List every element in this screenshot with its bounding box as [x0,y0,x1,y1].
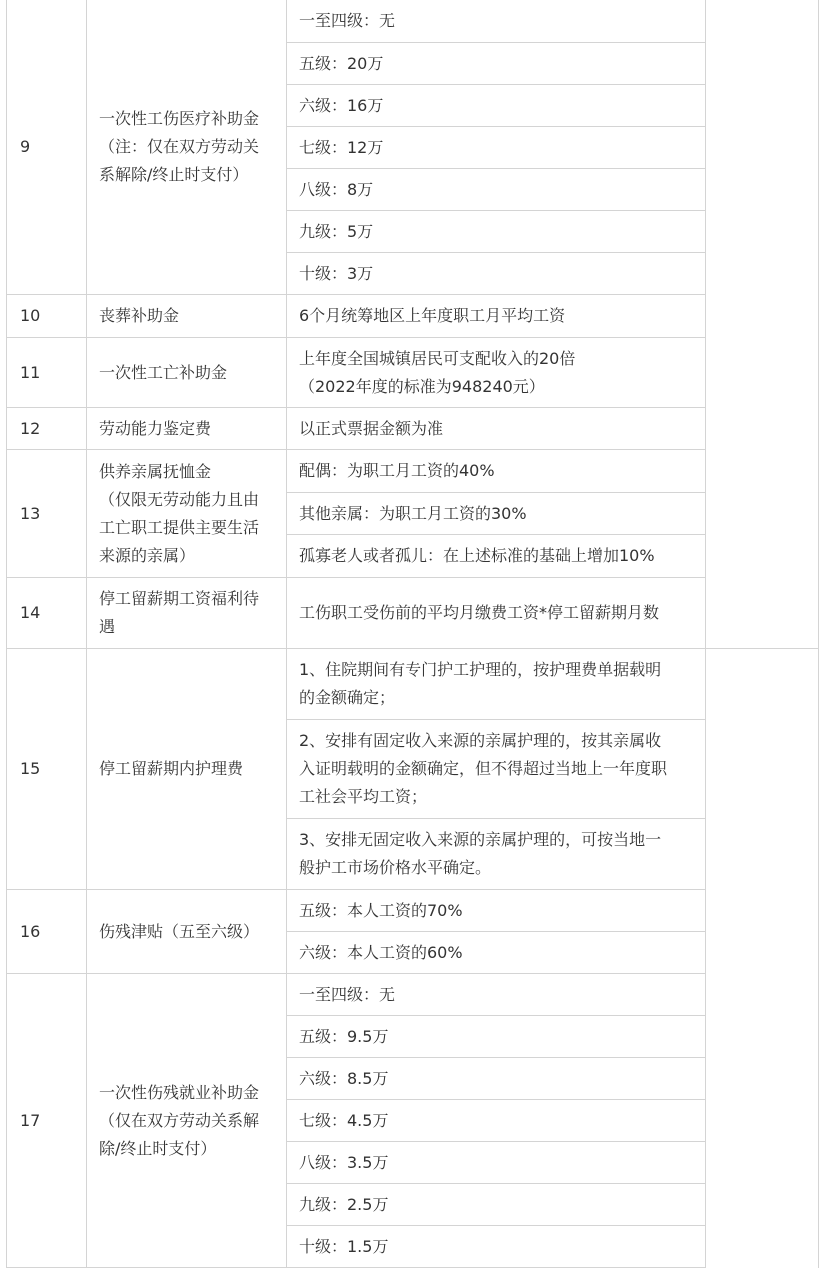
standard-cell: 一至四级：无 [287,0,706,43]
standard-cell: 八级：3.5万 [287,1142,706,1184]
standard-cell: 6个月统筹地区上年度职工月平均工资 [287,295,706,338]
standard-cell: 1、住院期间有专门护工护理的，按护理费单据载明 的金额确定； [287,649,706,720]
row-number: 11 [7,338,87,408]
row-number: 10 [7,295,87,338]
standard-cell: 六级：16万 [287,85,706,127]
item-name: 一次性工伤医疗补助金 （注：仅在双方劳动关 系解除/终止时支付） [87,0,287,295]
benefits-table [6,0,819,1268]
standard-cell: 七级：12万 [287,127,706,169]
item-name: 一次性伤残就业补助金 （仅在双方劳动关系解 除/终止时支付） [87,974,287,1268]
item-name: 一次性工亡补助金 [87,338,287,408]
row-number: 13 [7,450,87,578]
item-name: 供养亲属抚恤金 （仅限无劳动能力且由 工亡职工提供主要生活 来源的亲属） [87,450,287,578]
standard-cell: 配偶：为职工月工资的40% [287,450,706,493]
standard-cell: 六级：本人工资的60% [287,932,706,974]
standard-cell: 八级：8万 [287,169,706,211]
standard-cell: 五级：9.5万 [287,1016,706,1058]
standard-cell: 一至四级：无 [287,974,706,1016]
item-name: 停工留薪期内护理费 [87,649,287,890]
standard-cell: 孤寡老人或者孤儿：在上述标准的基础上增加10% [287,535,706,578]
standard-cell: 五级：本人工资的70% [287,890,706,932]
item-name: 劳动能力鉴定费 [87,408,287,450]
row-number: 17 [7,974,87,1268]
row-number: 14 [7,578,87,649]
item-name: 停工留薪期工资福利待 遇 [87,578,287,649]
standard-cell: 五级：20万 [287,43,706,85]
row-number: 16 [7,890,87,974]
standard-cell: 上年度全国城镇居民可支配收入的20倍 （2022年度的标准为948240元） [287,338,706,408]
row-number: 12 [7,408,87,450]
standard-cell: 以正式票据金额为准 [287,408,706,450]
standard-cell: 其他亲属：为职工月工资的30% [287,493,706,535]
payer-cell-blank [706,0,819,649]
row-number: 15 [7,649,87,890]
standard-cell: 工伤职工受伤前的平均月缴费工资*停工留薪期月数 [287,578,706,649]
standard-cell: 七级：4.5万 [287,1100,706,1142]
standard-cell: 3、安排无固定收入来源的亲属护理的，可按当地一 般护工市场价格水平确定。 [287,819,706,890]
row-number: 9 [7,0,87,295]
standard-cell: 2、安排有固定收入来源的亲属护理的，按其亲属收 入证明载明的金额确定，但不得超过当地上一年度职 工社会平均工资； [287,720,706,819]
item-name: 丧葬补助金 [87,295,287,338]
item-name: 伤残津贴（五至六级） [87,890,287,974]
standard-cell: 九级：5万 [287,211,706,253]
standard-cell: 六级：8.5万 [287,1058,706,1100]
standard-cell: 十级：3万 [287,253,706,295]
standard-cell: 十级：1.5万 [287,1226,706,1268]
standard-cell: 九级：2.5万 [287,1184,706,1226]
